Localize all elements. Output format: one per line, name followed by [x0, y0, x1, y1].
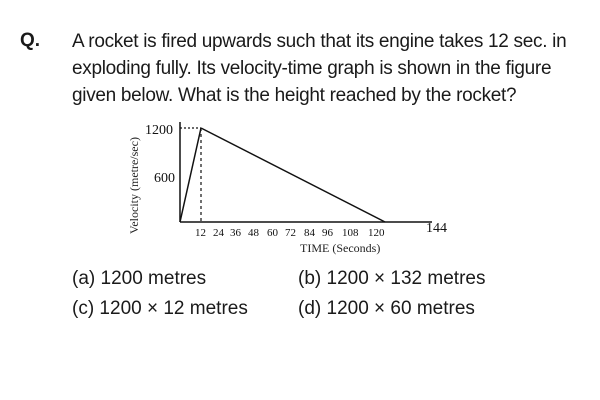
question-label: Q.: [20, 30, 41, 51]
option-c[interactable]: (c) 1200 × 12 metres: [72, 298, 248, 319]
x-tick-144: 144: [426, 221, 447, 236]
x-tick-48: 48: [248, 227, 259, 239]
x-tick-120: 120: [368, 227, 385, 239]
option-b[interactable]: (b) 1200 × 132 metres: [298, 268, 486, 289]
x-tick-12: 12: [195, 227, 206, 239]
y-tick-600: 600: [154, 171, 175, 186]
velocity-rise-line: [180, 128, 201, 222]
x-tick-36: 36: [230, 227, 241, 239]
y-axis-label: Velocity (metre/sec): [127, 137, 141, 234]
x-tick-84: 84: [304, 227, 315, 239]
x-tick-96: 96: [322, 227, 333, 239]
option-a[interactable]: (a) 1200 metres: [72, 268, 207, 289]
x-tick-72: 72: [285, 227, 296, 239]
x-axis-label: TIME (Seconds): [300, 241, 381, 255]
x-tick-24: 24: [213, 227, 224, 239]
y-tick-1200: 1200: [145, 123, 173, 138]
velocity-time-graph: [120, 112, 460, 262]
option-d[interactable]: (d) 1200 × 60 metres: [298, 298, 475, 319]
question-text: A rocket is fired upwards such that its engine takes 12 sec. in exploding fully. Its velocity-time graph is shown in the figure given below. What is the height reached by the rocket?: [72, 31, 567, 106]
x-tick-108: 108: [342, 227, 359, 239]
velocity-fall-line: [201, 128, 385, 222]
x-tick-60: 60: [267, 227, 278, 239]
